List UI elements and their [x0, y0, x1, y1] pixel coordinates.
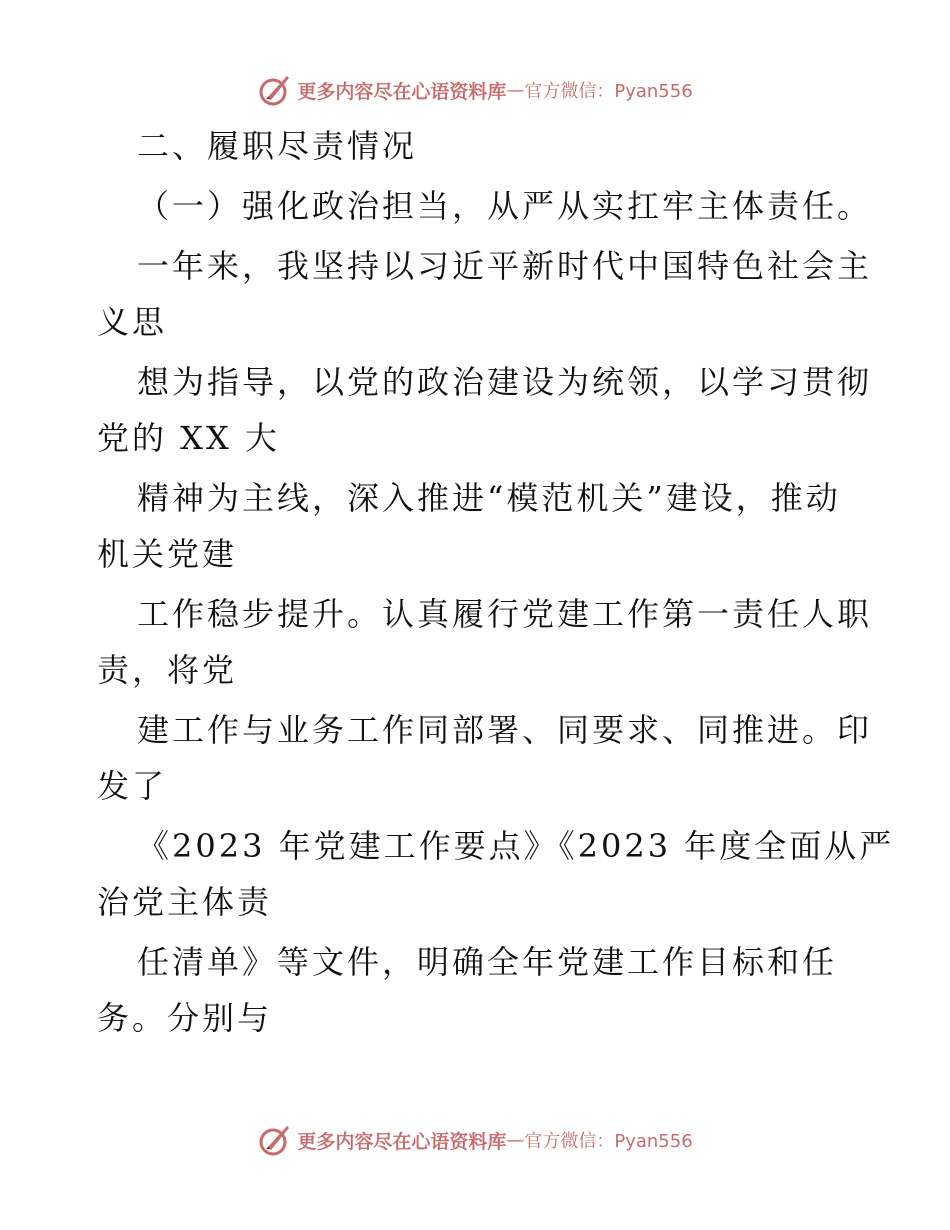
body-line: 发了: [97, 767, 168, 805]
watermark-main-text: 更多内容尽在心语资料库: [297, 1130, 507, 1153]
section-heading: 二、履职尽责情况: [137, 127, 418, 165]
body-line: 任清单》等文件，明确全年党建工作目标和任: [137, 943, 838, 981]
body-line: 责，将党: [97, 651, 238, 689]
watermark-sub-text: 官方微信：Pyan556: [524, 1131, 693, 1152]
body-line: 机关党建: [97, 535, 238, 573]
body-line: 义思: [97, 303, 168, 341]
body-line: 一年来，我坚持以习近平新时代中国特色社会主: [137, 247, 873, 285]
watermark-sub-text: 官方微信：Pyan556: [524, 81, 693, 102]
watermark-dash: —: [506, 79, 525, 101]
subsection-heading: （一）强化政治担当，从严从实扛牢主体责任。: [137, 187, 873, 225]
body-line: 精神为主线，深入推进“模范机关”建设，推动: [137, 479, 841, 517]
body-line: 《2023 年党建工作要点》《2023 年度全面从严: [137, 827, 895, 865]
watermark-dash: —: [506, 1129, 525, 1151]
body-line: 党的 XX 大: [97, 419, 280, 457]
footer-watermark: [0, 1120, 950, 1160]
body-line: 工作稳步提升。认真履行党建工作第一责任人职: [137, 595, 873, 633]
body-line: 建工作与业务工作同部署、同要求、同推进。印: [137, 711, 873, 749]
body-line: 治党主体责: [97, 883, 273, 921]
watermark-main-text: 更多内容尽在心语资料库: [297, 80, 507, 103]
quill-pen-circle-icon: [257, 72, 293, 108]
quill-pen-circle-icon: [257, 1122, 293, 1158]
body-line: 想为指导，以党的政治建设为统领，以学习贯彻: [137, 363, 873, 401]
body-line: 务。分别与: [97, 999, 273, 1037]
header-watermark: [0, 70, 950, 110]
